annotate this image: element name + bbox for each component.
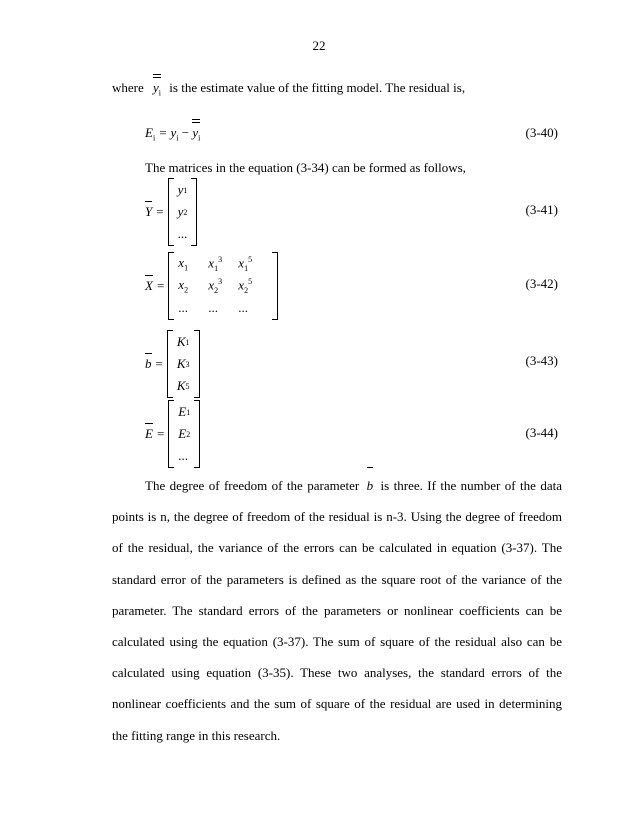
equation-number-3-44: (3-44) bbox=[525, 425, 558, 440]
matrices-intro-text: The matrices in the equation (3-34) can be formed as follows, bbox=[145, 160, 466, 175]
equation-3-43: b = K 1 K 3 K 5 bbox=[145, 330, 200, 398]
equation-number-3-43: (3-43) bbox=[525, 353, 558, 368]
equation-3-42: X = $x_1$ $x_1^3$ $x_1^5$ $x_2$ $x_2^3$ $x_2^5$ ... ... ... bbox=[145, 252, 278, 320]
equation-number-3-42: (3-42) bbox=[525, 276, 558, 291]
y-double-bar-symbol: $y_i$ bbox=[153, 80, 162, 98]
equation-number-3-40: (3-40) bbox=[525, 125, 558, 140]
intro-line bbox=[112, 80, 465, 98]
equation-3-41: Y = y 1 y 2 ... bbox=[145, 178, 197, 246]
equation-number-3-41: (3-41) bbox=[525, 202, 558, 217]
equation-3-44: E = E 1 E 2 ... bbox=[145, 400, 200, 468]
page-number: 22 bbox=[312, 38, 326, 53]
equation-3-40: $E_i = y_i - y_i$ bbox=[145, 125, 201, 143]
where-text: where bbox=[112, 80, 144, 95]
b-bar-symbol: b bbox=[367, 470, 374, 501]
body-paragraph: The degree of freedom of the parameter b is three. If the number of the data points is n, the degree of freedom of the residual is n-3. Using the degree of freedom of the residual, the variance of the errors can be calculated in equation (3-37). The standard error of the parameters is defined as the square root of the variance of the parameter. The standard errors of the parameters or nonlinear coefficients can be calculated using the equation (3-37). The sum of square of the residual also can be calculated using equation (3-35). These two analyses, the standard errors of the nonlinear coefficients and the sum of square of the residual are used in determining the fitting range in this research. bbox=[112, 470, 562, 751]
intro-line-text: is the estimate value of the fitting model. The residual is, bbox=[169, 80, 466, 95]
